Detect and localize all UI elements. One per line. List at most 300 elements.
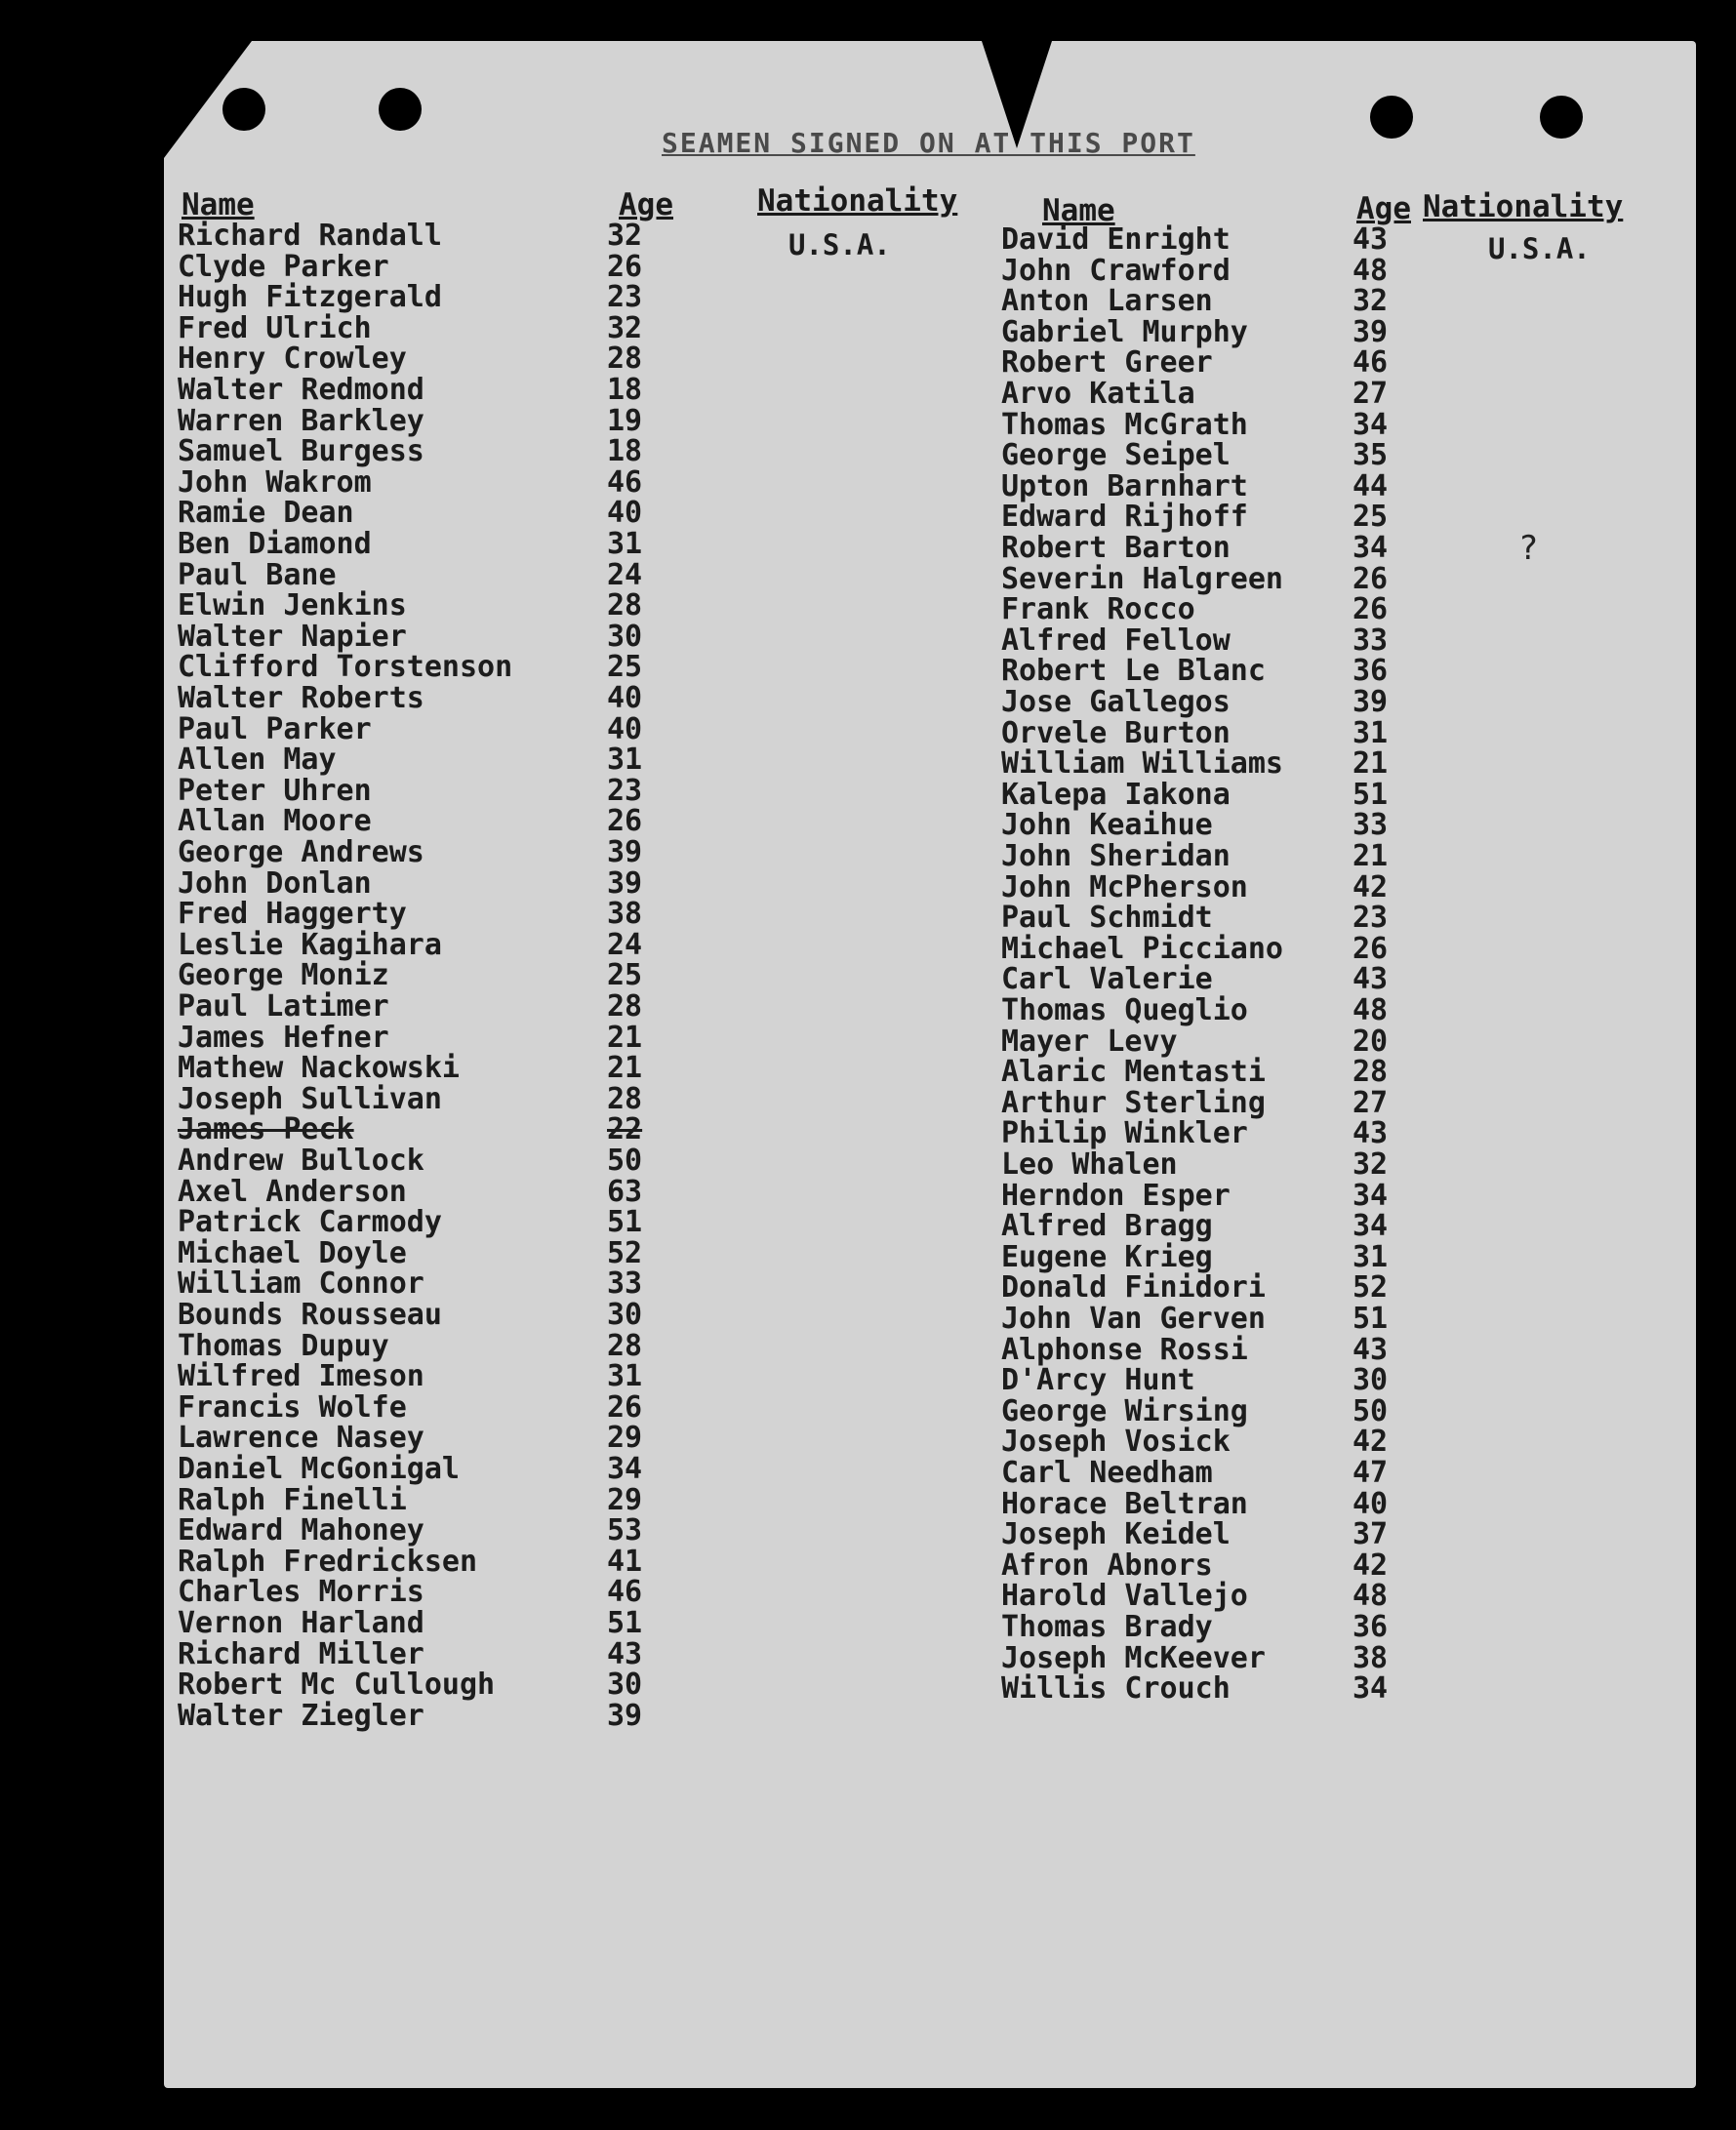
crew-age: 43: [1352, 1332, 1389, 1367]
crew-age: 37: [1352, 1517, 1389, 1552]
crew-age: 39: [1352, 685, 1389, 719]
crew-age: 38: [1352, 1640, 1389, 1675]
crew-name: Leo Whalen: [1001, 1147, 1178, 1182]
crew-row: [178, 1266, 666, 1302]
crew-age: 28: [607, 342, 643, 377]
crew-name: Charles Morris: [178, 1575, 424, 1610]
document-page: [164, 41, 1696, 2088]
crew-name: Severin Halgreen: [1001, 561, 1283, 596]
crew-name: D'Arcy Hunt: [1001, 1363, 1195, 1398]
crew-row: [178, 1298, 666, 1332]
age-column-header: Age: [619, 187, 673, 222]
crew-name: John Donlan: [178, 865, 372, 901]
crew-age: 24: [607, 927, 643, 962]
crew-name: William Williams: [1001, 746, 1283, 782]
crew-name: Alphonse Rossi: [1001, 1332, 1248, 1367]
crew-age: 25: [607, 650, 643, 685]
crew-row: [178, 1389, 666, 1425]
crew-name: Philip Winkler: [1001, 1116, 1248, 1151]
crew-row: [178, 1081, 666, 1116]
crew-row: [1001, 1363, 1411, 1398]
crew-age: 48: [1352, 253, 1389, 288]
crew-row: [178, 557, 666, 592]
crew-age: 31: [1352, 715, 1389, 750]
crew-row: [1001, 1671, 1411, 1707]
crew-name: James Hefner: [178, 1020, 389, 1055]
crew-row: [178, 342, 666, 377]
crew-row: [178, 1575, 666, 1610]
crew-row: [178, 1235, 666, 1270]
crew-age: 40: [607, 496, 643, 531]
crew-row: [1001, 1178, 1411, 1213]
crew-age: 23: [1352, 901, 1389, 936]
crew-row: [1001, 685, 1411, 719]
crew-row: [178, 1698, 666, 1733]
crew-age: 28: [1352, 1055, 1389, 1090]
crew-age: 40: [607, 681, 643, 715]
crew-row: [178, 1513, 666, 1548]
crew-row: [1001, 1147, 1411, 1182]
crew-age: 43: [607, 1636, 643, 1671]
crew-age: 18: [607, 434, 643, 469]
crew-age: 26: [1352, 931, 1389, 966]
crew-row: [178, 403, 666, 438]
crew-row: [178, 1359, 666, 1394]
crew-row: [1001, 1270, 1411, 1306]
crew-name: Gabriel Murphy: [1001, 314, 1248, 349]
crew-row: [1001, 931, 1411, 966]
crew-name: Michael Picciano: [1001, 931, 1283, 966]
crew-age: 40: [607, 711, 643, 746]
crew-age: 31: [607, 743, 643, 778]
crew-name: Fred Haggerty: [178, 897, 407, 932]
crew-name: John Crawford: [1001, 253, 1231, 288]
crew-row: [178, 927, 666, 962]
crew-name: Robert Mc Cullough: [178, 1668, 496, 1703]
crew-name: Paul Bane: [178, 557, 337, 592]
crew-age: 30: [607, 1668, 643, 1703]
crew-name: Alfred Bragg: [1001, 1209, 1213, 1244]
crew-age: 51: [1352, 777, 1389, 812]
crew-name: Mathew Nackowski: [178, 1051, 460, 1086]
crew-name: Joseph Keidel: [1001, 1517, 1231, 1552]
crew-name: Warren Barkley: [178, 403, 424, 438]
crew-age: 31: [607, 527, 643, 561]
crew-row: [178, 989, 666, 1024]
crew-row: [1001, 623, 1411, 658]
crew-name: Thomas Dupuy: [178, 1328, 389, 1363]
crew-age: 34: [1352, 1209, 1389, 1244]
crew-row: [178, 496, 666, 531]
crew-row: [1001, 777, 1411, 812]
crew-name: Paul Latimer: [178, 989, 389, 1024]
crew-row: [178, 1205, 666, 1240]
crew-row: [178, 958, 666, 993]
crew-age: 33: [607, 1266, 643, 1302]
crew-row: [1001, 284, 1411, 319]
crew-name: Richard Miller: [178, 1636, 424, 1671]
crew-row: [178, 1328, 666, 1363]
crew-row: [178, 280, 666, 315]
crew-name: Allan Moore: [178, 804, 372, 839]
crew-name: Henry Crowley: [178, 342, 407, 377]
crew-row: [178, 1544, 666, 1579]
crew-name: Carl Valerie: [1001, 962, 1213, 997]
crew-name: John McPherson: [1001, 869, 1248, 904]
crew-name: Robert Greer: [1001, 345, 1213, 381]
crew-row: [1001, 1640, 1411, 1675]
crew-name: Afron Abnors: [1001, 1547, 1213, 1583]
crew-name: Lawrence Nasey: [178, 1421, 424, 1456]
crew-age: 36: [1352, 654, 1389, 689]
crew-age: 43: [1352, 962, 1389, 997]
crew-row: [178, 527, 666, 561]
crew-row: [1001, 746, 1411, 782]
crew-row: [1001, 962, 1411, 997]
crew-row: [1001, 592, 1411, 627]
crew-row: [178, 373, 666, 407]
margin-mark: ?: [1518, 529, 1539, 568]
crew-row: [1001, 407, 1411, 442]
crew-name: Joseph McKeever: [1001, 1640, 1266, 1675]
crew-name: John Sheridan: [1001, 839, 1231, 873]
crew-row: [178, 773, 666, 808]
crew-row: [178, 865, 666, 901]
crew-row: [1001, 1425, 1411, 1460]
crew-age: 36: [1352, 1610, 1389, 1644]
crew-row: [178, 835, 666, 869]
crew-name: Kalepa Iakona: [1001, 777, 1231, 812]
crew-row: [1001, 808, 1411, 843]
crew-age: 50: [607, 1144, 643, 1178]
crew-row: [1001, 1332, 1411, 1367]
crew-age: 47: [1352, 1456, 1389, 1490]
name-column-header: Name: [182, 187, 255, 222]
crew-row: [178, 1482, 666, 1517]
crew-age: 39: [1352, 314, 1389, 349]
crew-age: 46: [1352, 345, 1389, 381]
crew-age: 30: [607, 619, 643, 654]
crew-age: 32: [607, 310, 643, 345]
crew-age: 51: [607, 1606, 643, 1640]
crew-name: Thomas Brady: [1001, 1610, 1213, 1644]
crew-row: [178, 650, 666, 685]
crew-age: 33: [1352, 808, 1389, 843]
punch-hole: [1370, 96, 1413, 139]
crew-age: 25: [1352, 500, 1389, 535]
punch-hole: [379, 88, 422, 131]
name-column-header: Name: [1042, 193, 1115, 228]
crew-row: [1001, 1085, 1411, 1120]
punch-hole: [222, 88, 265, 131]
crew-row: [1001, 531, 1411, 565]
crew-name: Horace Beltran: [1001, 1486, 1248, 1521]
crew-row: [178, 1112, 666, 1147]
crew-age: 20: [1352, 1024, 1389, 1059]
punch-hole: [1540, 96, 1583, 139]
crew-age: 39: [607, 865, 643, 901]
crew-row: [1001, 1547, 1411, 1583]
crew-row: [1001, 253, 1411, 288]
crew-age: 40: [1352, 1486, 1389, 1521]
crew-age: 42: [1352, 869, 1389, 904]
crew-name: Peter Uhren: [178, 773, 372, 808]
crew-row: [1001, 715, 1411, 750]
crew-name: Samuel Burgess: [178, 434, 424, 469]
crew-row: [1001, 1517, 1411, 1552]
crew-row: [178, 804, 666, 839]
crew-name: Donald Finidori: [1001, 1270, 1266, 1306]
crew-row: [178, 1668, 666, 1703]
crew-age: 32: [607, 219, 643, 253]
crew-name: Michael Doyle: [178, 1235, 407, 1270]
crew-age: 51: [1352, 1302, 1389, 1336]
crew-age: 39: [607, 1698, 643, 1733]
crew-name: Vernon Harland: [178, 1606, 424, 1640]
crew-age: 48: [1352, 1579, 1389, 1614]
crew-row: [178, 681, 666, 715]
crew-age: 26: [607, 804, 643, 839]
crew-age: 34: [607, 1452, 643, 1486]
crew-row: [1001, 222, 1411, 257]
crew-age: 41: [607, 1544, 643, 1579]
crew-name: Clyde Parker: [178, 249, 389, 284]
crew-row: [178, 310, 666, 345]
crew-name: Upton Barnhart: [1001, 468, 1248, 503]
crew-name: Robert Barton: [1001, 531, 1231, 565]
crew-age: 21: [607, 1020, 643, 1055]
crew-name: Thomas Queglio: [1001, 993, 1248, 1027]
crew-age: 33: [1352, 623, 1389, 658]
crew-row: [1001, 1393, 1411, 1428]
crew-name: Paul Schmidt: [1001, 901, 1213, 936]
crew-row: [1001, 1579, 1411, 1614]
crew-name: Alfred Fellow: [1001, 623, 1231, 658]
crew-age: 39: [607, 835, 643, 869]
crew-age: 22: [607, 1112, 643, 1147]
crew-age: 21: [607, 1051, 643, 1086]
crew-name: Jose Gallegos: [1001, 685, 1231, 719]
crew-age: 42: [1352, 1425, 1389, 1460]
crew-row: [1001, 1209, 1411, 1244]
crew-row: [178, 1144, 666, 1178]
crew-row: [178, 219, 666, 253]
crew-name: James Peck: [178, 1112, 354, 1147]
crew-age: 19: [607, 403, 643, 438]
crew-age: 38: [607, 897, 643, 932]
crew-name: Allen May: [178, 743, 337, 778]
crew-age: 34: [1352, 1178, 1389, 1213]
crew-row: [1001, 468, 1411, 503]
crew-name: Joseph Vosick: [1001, 1425, 1231, 1460]
crew-name: Richard Randall: [178, 219, 442, 253]
crew-row: [1001, 1610, 1411, 1644]
crew-age: 21: [1352, 746, 1389, 782]
crew-name: Herndon Esper: [1001, 1178, 1231, 1213]
crew-age: 29: [607, 1421, 643, 1456]
crew-name: Patrick Carmody: [178, 1205, 442, 1240]
crew-row: [1001, 1116, 1411, 1151]
crew-age: 23: [607, 280, 643, 315]
crew-age: 28: [607, 989, 643, 1024]
crew-row: [1001, 314, 1411, 349]
crew-name: David Enright: [1001, 222, 1231, 257]
crew-row: [178, 464, 666, 500]
crew-name: Walter Roberts: [178, 681, 424, 715]
crew-row: [178, 1051, 666, 1086]
crew-row: [1001, 1302, 1411, 1336]
crew-age: 31: [607, 1359, 643, 1394]
crew-age: 27: [1352, 377, 1389, 411]
crew-row: [1001, 839, 1411, 873]
crew-row: [178, 1606, 666, 1640]
crew-age: 35: [1352, 438, 1389, 473]
crew-name: Edward Rijhoff: [1001, 500, 1248, 535]
crew-age: 42: [1352, 1547, 1389, 1583]
page-title: SEAMEN SIGNED ON AT THIS PORT: [662, 127, 1195, 159]
crew-name: Edward Mahoney: [178, 1513, 424, 1548]
crew-name: John Wakrom: [178, 464, 372, 500]
crew-name: George Andrews: [178, 835, 424, 869]
crew-row: [178, 711, 666, 746]
crew-row: [1001, 1486, 1411, 1521]
crew-row: [1001, 438, 1411, 473]
crew-age: 31: [1352, 1239, 1389, 1274]
crew-row: [1001, 901, 1411, 936]
crew-age: 48: [1352, 993, 1389, 1027]
nationality-column-header: Nationality: [757, 183, 958, 219]
crew-row: [1001, 654, 1411, 689]
crew-age: 24: [607, 557, 643, 592]
age-column-header: Age: [1356, 191, 1411, 226]
crew-age: 43: [1352, 222, 1389, 257]
crew-name: Joseph Sullivan: [178, 1081, 442, 1116]
crew-age: 43: [1352, 1116, 1389, 1151]
crew-name: Ralph Finelli: [178, 1482, 407, 1517]
crew-name: Walter Napier: [178, 619, 407, 654]
crew-name: Walter Ziegler: [178, 1698, 424, 1733]
crew-row: [1001, 377, 1411, 411]
crew-age: 53: [607, 1513, 643, 1548]
crew-name: Ramie Dean: [178, 496, 354, 531]
crew-row: [1001, 345, 1411, 381]
nationality-value: U.S.A.: [1488, 232, 1591, 265]
crew-name: Paul Parker: [178, 711, 372, 746]
crew-row: [1001, 993, 1411, 1027]
nationality-column-header: Nationality: [1423, 189, 1624, 224]
crew-age: 26: [1352, 592, 1389, 627]
crew-row: [1001, 561, 1411, 596]
crew-row: [178, 434, 666, 469]
crew-name: Hugh Fitzgerald: [178, 280, 442, 315]
crew-name: Mayer Levy: [1001, 1024, 1178, 1059]
crew-name: Arthur Sterling: [1001, 1085, 1266, 1120]
crew-row: [178, 1020, 666, 1055]
crew-name: Orvele Burton: [1001, 715, 1231, 750]
crew-age: 28: [607, 1328, 643, 1363]
crew-age: 28: [607, 588, 643, 623]
crew-row: [178, 743, 666, 778]
crew-name: Leslie Kagihara: [178, 927, 442, 962]
crew-name: George Seipel: [1001, 438, 1231, 473]
crew-row: [178, 1421, 666, 1456]
crew-name: Francis Wolfe: [178, 1389, 407, 1425]
crew-age: 23: [607, 773, 643, 808]
crew-name: Eugene Krieg: [1001, 1239, 1213, 1274]
crew-name: Willis Crouch: [1001, 1671, 1231, 1707]
crew-row: [1001, 1024, 1411, 1059]
crew-row: [178, 1636, 666, 1671]
crew-age: 52: [607, 1235, 643, 1270]
crew-name: Ben Diamond: [178, 527, 372, 561]
crew-name: Robert Le Blanc: [1001, 654, 1266, 689]
crew-name: Frank Rocco: [1001, 592, 1195, 627]
crew-row: [1001, 500, 1411, 535]
crew-age: 25: [607, 958, 643, 993]
crew-name: Harold Vallejo: [1001, 1579, 1248, 1614]
crew-row: [178, 249, 666, 284]
crew-age: 63: [607, 1174, 643, 1209]
crew-age: 32: [1352, 284, 1389, 319]
crew-age: 30: [607, 1298, 643, 1332]
crew-name: John Keaihue: [1001, 808, 1213, 843]
crew-row: [178, 1174, 666, 1209]
crew-name: George Wirsing: [1001, 1393, 1248, 1428]
crew-row: [1001, 869, 1411, 904]
crew-age: 52: [1352, 1270, 1389, 1306]
crew-age: 44: [1352, 468, 1389, 503]
crew-name: Fred Ulrich: [178, 310, 372, 345]
crew-row: [1001, 1239, 1411, 1274]
crew-name: Daniel McGonigal: [178, 1452, 460, 1486]
crew-age: 27: [1352, 1085, 1389, 1120]
crew-name: Arvo Katila: [1001, 377, 1195, 411]
crew-age: 26: [607, 1389, 643, 1425]
crew-age: 34: [1352, 407, 1389, 442]
crew-row: [1001, 1055, 1411, 1090]
crew-age: 32: [1352, 1147, 1389, 1182]
crew-name: Alaric Mentasti: [1001, 1055, 1266, 1090]
crew-name: Thomas McGrath: [1001, 407, 1248, 442]
crew-row: [178, 619, 666, 654]
crew-name: Walter Redmond: [178, 373, 424, 407]
crew-name: Clifford Torstenson: [178, 650, 513, 685]
crew-age: 30: [1352, 1363, 1389, 1398]
crew-age: 29: [607, 1482, 643, 1517]
crew-name: Carl Needham: [1001, 1456, 1213, 1490]
crew-age: 26: [607, 249, 643, 284]
crew-name: Anton Larsen: [1001, 284, 1213, 319]
crew-name: Bounds Rousseau: [178, 1298, 442, 1332]
crew-name: Wilfred Imeson: [178, 1359, 424, 1394]
crew-name: William Connor: [178, 1266, 424, 1302]
crew-age: 46: [607, 1575, 643, 1610]
crew-age: 46: [607, 464, 643, 500]
crew-age: 18: [607, 373, 643, 407]
crew-age: 28: [607, 1081, 643, 1116]
crew-age: 51: [607, 1205, 643, 1240]
crew-row: [178, 588, 666, 623]
crew-age: 21: [1352, 839, 1389, 873]
crew-name: Elwin Jenkins: [178, 588, 407, 623]
crew-age: 26: [1352, 561, 1389, 596]
crew-age: 34: [1352, 1671, 1389, 1707]
crew-age: 50: [1352, 1393, 1389, 1428]
crew-age: 34: [1352, 531, 1389, 565]
crew-row: [1001, 1456, 1411, 1490]
crew-name: Axel Anderson: [178, 1174, 407, 1209]
crew-name: Andrew Bullock: [178, 1144, 424, 1178]
